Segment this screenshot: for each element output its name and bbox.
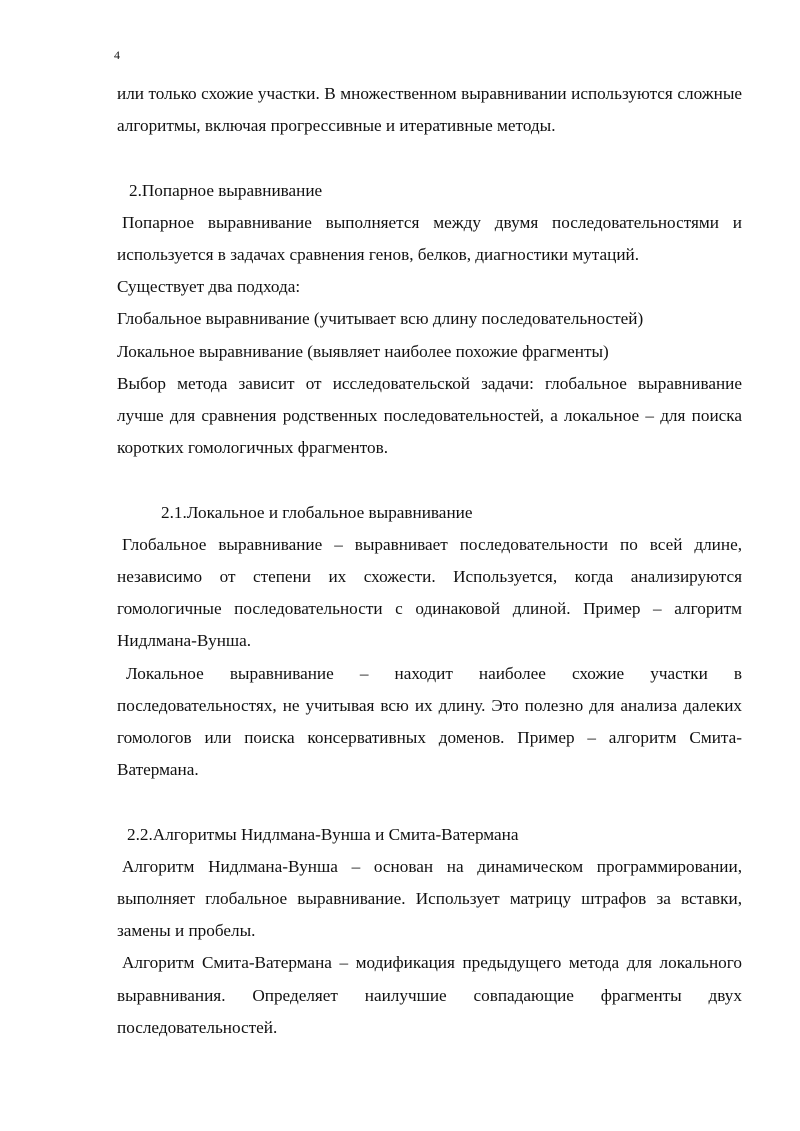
spacer xyxy=(117,142,742,174)
method-choice-paragraph: Выбор метода зависит от исследовательской задачи: глобальное выравнивание лучше для сравнения родственных последовательностей, а локальное – для поиска коротких гомологичных фрагментов. xyxy=(117,373,742,458)
section-heading-algorithms: 2.2.Алгоритмы Нидлмана-Вунша и Смита-Ватермана xyxy=(127,824,519,844)
pairwise-paragraph: Попарное выравнивание выполняется между двумя последовательностями и используется в задачах сравнения генов, белков, диагностики мутаций. xyxy=(117,212,742,264)
local-alignment-paragraph: Локальное выравнивание – находит наиболее схожие участки в последовательностях, не учитывая всю их длину. Это полезно для анализа далеких гомологов или поиска консервативных доменов. Пример – алгоритм Смита-Ватермана. xyxy=(117,663,742,780)
needleman-wunsch-paragraph: Алгоритм Нидлмана-Вунша – основан на динамическом программировании, выполняет глобальное выравнивание. Использует матрицу штрафов за вставки, замены и пробелы. xyxy=(117,856,742,941)
spacer xyxy=(117,786,742,818)
section-heading-local-global: 2.1.Локальное и глобальное выравнивание xyxy=(161,502,473,522)
page-number: 4 xyxy=(114,48,120,62)
intro-paragraph: или только схожие участки. В множественном выравнивании используются сложные алгоритмы, включая прогрессивные и итеративные методы. xyxy=(117,84,742,136)
section-heading-pairwise: 2.Попарное выравнивание xyxy=(129,180,323,200)
local-approach-line: Локальное выравнивание (выявляет наиболее похожие фрагменты) xyxy=(117,341,609,361)
global-approach-line: Глобальное выравнивание (учитывает всю длину последовательностей) xyxy=(117,309,644,329)
spacer xyxy=(117,464,742,496)
smith-waterman-paragraph: Алгоритм Смита-Ватермана – модификация предыдущего метода для локального выравнивания. Определяет наилучшие совпадающие фрагменты двух последовательностей. xyxy=(117,953,742,1037)
document-body xyxy=(117,78,742,1044)
global-alignment-paragraph: Глобальное выравнивание – выравнивает последовательности по всей длине, независимо от степени их схожести. Используется, когда анализируются гомологичные последовательности с одинаковой длиной. Пример – алгоритм Нидлмана-Вунша. xyxy=(117,534,742,651)
approaches-line: Существует два подхода: xyxy=(117,277,301,297)
